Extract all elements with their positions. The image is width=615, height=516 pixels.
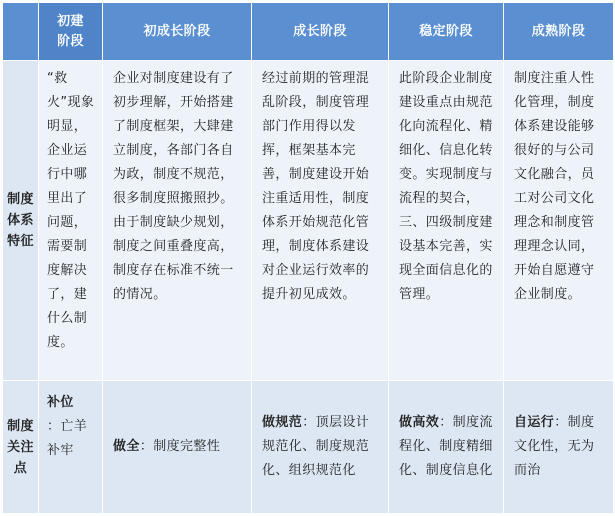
- header-stage-initial: 初建阶段: [39, 3, 103, 61]
- focus-key: 补位: [47, 395, 74, 410]
- characteristic-stable: 此阶段企业制度建设重点由规范化向流程化、精细化、信息化转变。实现制度与流程的契合，三、四级制度建设基本完善，实现全面信息化的管理。: [389, 61, 504, 381]
- focus-key: 做高效: [399, 415, 440, 430]
- focus-text: ：制度文化性，无为而治: [514, 415, 595, 478]
- header-stage-stable: 稳定阶段: [389, 3, 504, 61]
- focus-key: 自运行: [514, 415, 555, 430]
- header-row: [3, 3, 614, 61]
- focus-key: 做全: [113, 439, 140, 454]
- header-stage-growth: 成长阶段: [252, 3, 389, 61]
- focus-stable: [389, 381, 504, 514]
- characteristic-initial: “救火”现象明显，企业运行中哪里出了问题，需要制度解决了，建什么制度。: [39, 61, 103, 381]
- focus-key: 做规范: [262, 415, 303, 430]
- characteristic-growth: 经过前期的管理混乱阶段，制度管理部门作用得以发挥，框架基本完善，制度建设开始注重适用性，制度体系开始规范化管理，制度体系建设对企业运行效率的提升初见成效。: [252, 61, 389, 381]
- focus-text: ：制度流程化、制度精细化、制度信息化: [399, 415, 493, 478]
- row-label-focus: 制度关注点: [3, 381, 39, 514]
- characteristics-row: [3, 61, 614, 381]
- stage-table: [2, 2, 614, 514]
- focus-initial: [39, 381, 103, 514]
- header-stage-mature: 成熟阶段: [504, 3, 614, 61]
- focus-text: ：制度完整性: [139, 439, 221, 454]
- header-stage-early-growth: 初成长阶段: [103, 3, 252, 61]
- focus-text: ：顶层设计规范化、制度规范化、组织规范化: [262, 415, 370, 478]
- characteristic-early-growth: 企业对制度建设有了初步理解，开始搭建了制度框架，大肆建立制度，各部门各自为政，制度不规范，很多制度照搬照抄。由于制度缺少规划，制度之间重叠度高，制度存在标准不统一的情况。: [103, 61, 252, 381]
- characteristic-mature: 制度注重人性化管理，制度体系建设能够很好的与公司文化融合，员工对公司文化理念和制度管理理念认同，开始自愿遵守企业制度。: [504, 61, 614, 381]
- focus-early-growth: [103, 381, 252, 514]
- focus-mature: [504, 381, 614, 514]
- row-label-characteristics: 制度体系特征: [3, 61, 39, 381]
- focus-growth: [252, 381, 389, 514]
- focus-text: ：亡羊补牢: [47, 419, 88, 458]
- header-corner: [3, 3, 39, 61]
- focus-row: [3, 381, 614, 514]
